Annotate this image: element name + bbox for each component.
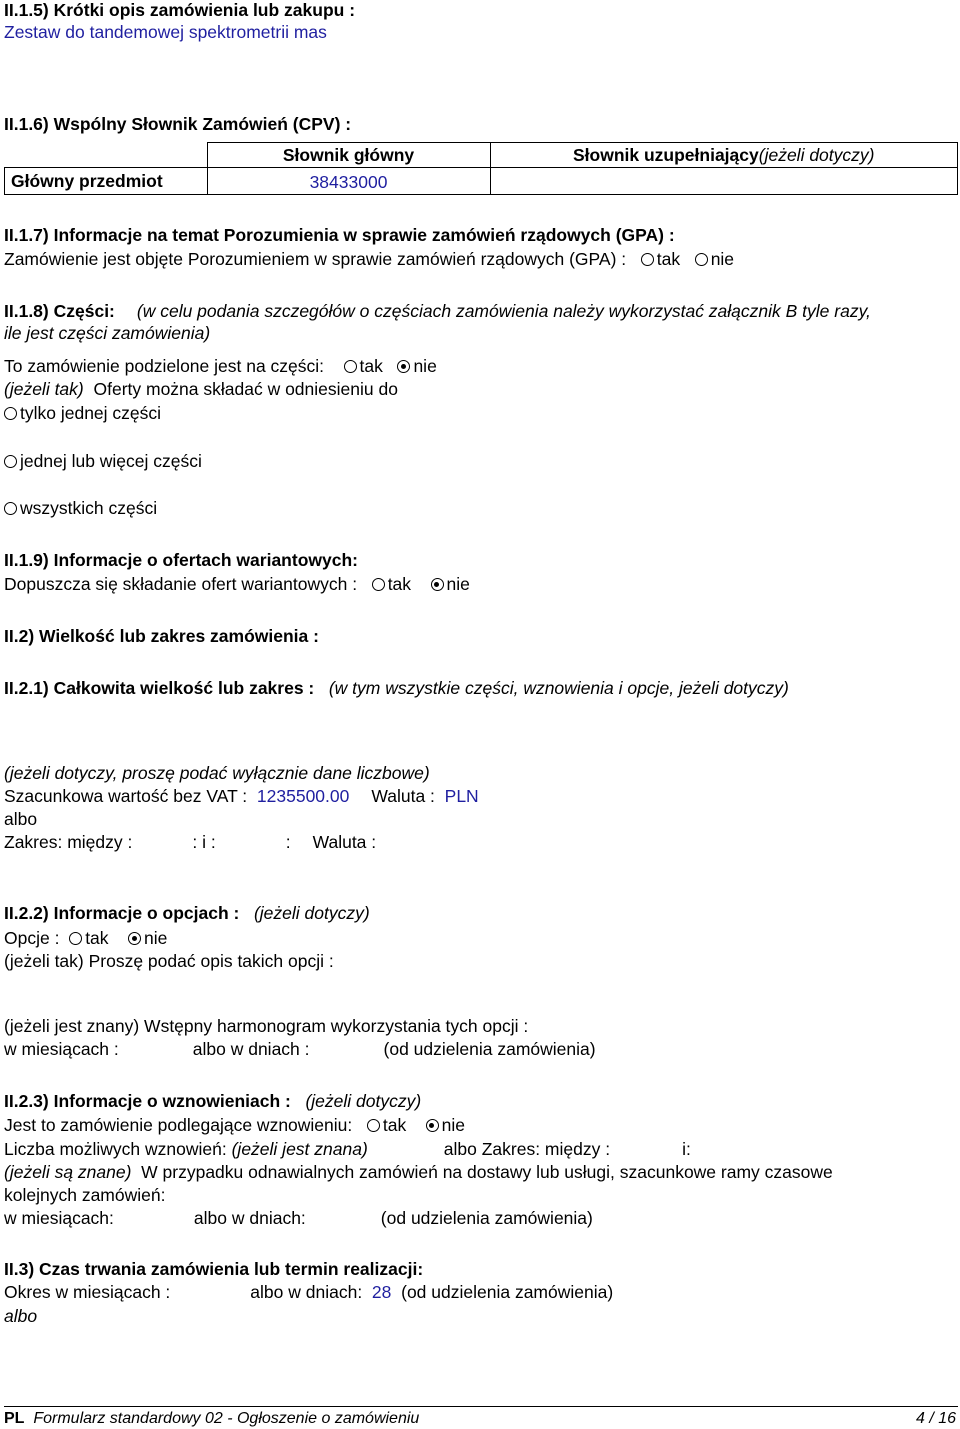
cpv-col-supp: Słownik uzupełniający(jeżeli dotyczy) [490, 143, 958, 168]
s117-row: Zamówienie jest objęte Porozumieniem w sprawie zamówień rządowych (GPA) : tak nie [4, 249, 735, 269]
radio-all-parts[interactable] [4, 502, 17, 515]
cpv-col-main: Słownik główny [207, 143, 490, 168]
s121-note2: (jeżeli dotyczy, proszę podać wyłącznie dane liczbowe) [4, 763, 430, 783]
s115-value: Zestaw do tandemowej spektrometrii mas [4, 22, 327, 42]
s122-schedule: (jeżeli jest znany) Wstępny harmonogram wykorzystania tych opcji : [4, 1016, 529, 1036]
s118-question-row: To zamówienie podzielone jest na części: tak nie [4, 356, 437, 376]
s123-frame-row: (jeżeli są znane) W przypadku odnawialnych zamówień na dostawy lub usługi, szacunkowe ramy czasowe [4, 1162, 833, 1182]
radio-parts-tak[interactable] [344, 360, 357, 373]
cpv-supp-code [490, 168, 958, 195]
radio-gpa-tak[interactable] [641, 253, 654, 266]
s121-value-row: Szacunkowa wartość bez VAT : 1235500.00 Waluta : PLN [4, 786, 479, 806]
s118-opt1: tylko jednej części [4, 402, 161, 424]
s123-line: II.2.3) Informacje o wznowieniach : (jeżeli dotyczy) [4, 1091, 422, 1111]
s123-count-row: Liczba możliwych wznowień: (jeżeli jest znana) albo Zakres: między : i: [4, 1139, 691, 1159]
radio-renewal-tak[interactable] [367, 1119, 380, 1132]
cpv-main-code: 38433000 [207, 168, 490, 195]
s119-heading: II.1.9) Informacje o ofertach wariantowych: [4, 550, 358, 570]
radio-gpa-nie[interactable] [695, 253, 708, 266]
s123-schedule-row: w miesiącach: albo w dniach: (od udzielenia zamówienia) [4, 1208, 593, 1228]
radio-one-part[interactable] [4, 407, 17, 420]
s116-heading: II.1.6) Wspólny Słownik Zamówień (CPV) : [4, 114, 352, 134]
s13-row: Okres w miesiącach : albo w dniach: 28 (od udzielenia zamówienia) [4, 1282, 614, 1302]
radio-one-or-more[interactable] [4, 455, 17, 468]
s123-frame-text2: kolejnych zamówień: [4, 1185, 166, 1205]
radio-parts-nie[interactable] [397, 360, 410, 373]
s121-range-row: Zakres: między : : i : : Waluta : [4, 832, 377, 852]
s121-line: II.2.1) Całkowita wielkość lub zakres : (w tym wszystkie części, wznowienia i opcje, jeżeli dotyczy) [4, 678, 789, 698]
s122-line: II.2.2) Informacje o opcjach : (jeżeli dotyczy) [4, 903, 370, 923]
s122-desc: (jeżeli tak) Proszę podać opis takich opcji : [4, 951, 334, 971]
s118-note2: ile jest części zamówienia) [4, 323, 211, 343]
s118-cond-row: (jeżeli tak) Oferty można składać w odniesieniu do [4, 379, 398, 399]
radio-variants-tak[interactable] [372, 578, 385, 591]
radio-options-tak[interactable] [69, 932, 82, 945]
s118-opt3: wszystkich części [4, 497, 157, 519]
radio-variants-nie[interactable] [431, 578, 444, 591]
cpv-row-label: Główny przedmiot [5, 168, 208, 195]
page-footer [4, 1406, 958, 1429]
s117-heading: II.1.7) Informacje na temat Porozumienia w sprawie zamówień rządowych (GPA) : [4, 225, 675, 245]
s119-row: Dopuszcza się składanie ofert wariantowych : tak nie [4, 574, 470, 594]
s122-schedule-row: w miesiącach : albo w dniach : (od udzielenia zamówienia) [4, 1039, 596, 1059]
s13-albo: albo [4, 1306, 38, 1326]
radio-options-nie[interactable] [128, 932, 141, 945]
s118-opt2: jednej lub więcej części [4, 450, 202, 472]
cpv-table [4, 142, 958, 195]
s12-heading: II.2) Wielkość lub zakres zamówienia : [4, 626, 319, 646]
s13-heading: II.3) Czas trwania zamówienia lub termin realizacji: [4, 1259, 424, 1279]
radio-renewal-nie[interactable] [426, 1119, 439, 1132]
s115-heading: II.1.5) Krótki opis zamówienia lub zakupu : [4, 0, 356, 20]
s118-line1: II.1.8) Części: (w celu podania szczegółów o częściach zamówienia należy wykorzystać załącznik B tyle razy, [4, 301, 871, 321]
footer-page: 4 / 16 [915, 1410, 956, 1427]
s123-question-row: Jest to zamówienie podlegające wznowieniu: tak nie [4, 1115, 466, 1135]
footer-left: PL Formularz standardowy 02 - Ogłoszenie o zamówieniu [4, 1410, 420, 1427]
s122-opcje-row: Opcje : tak nie [4, 928, 168, 948]
s121-albo: albo [4, 809, 38, 829]
